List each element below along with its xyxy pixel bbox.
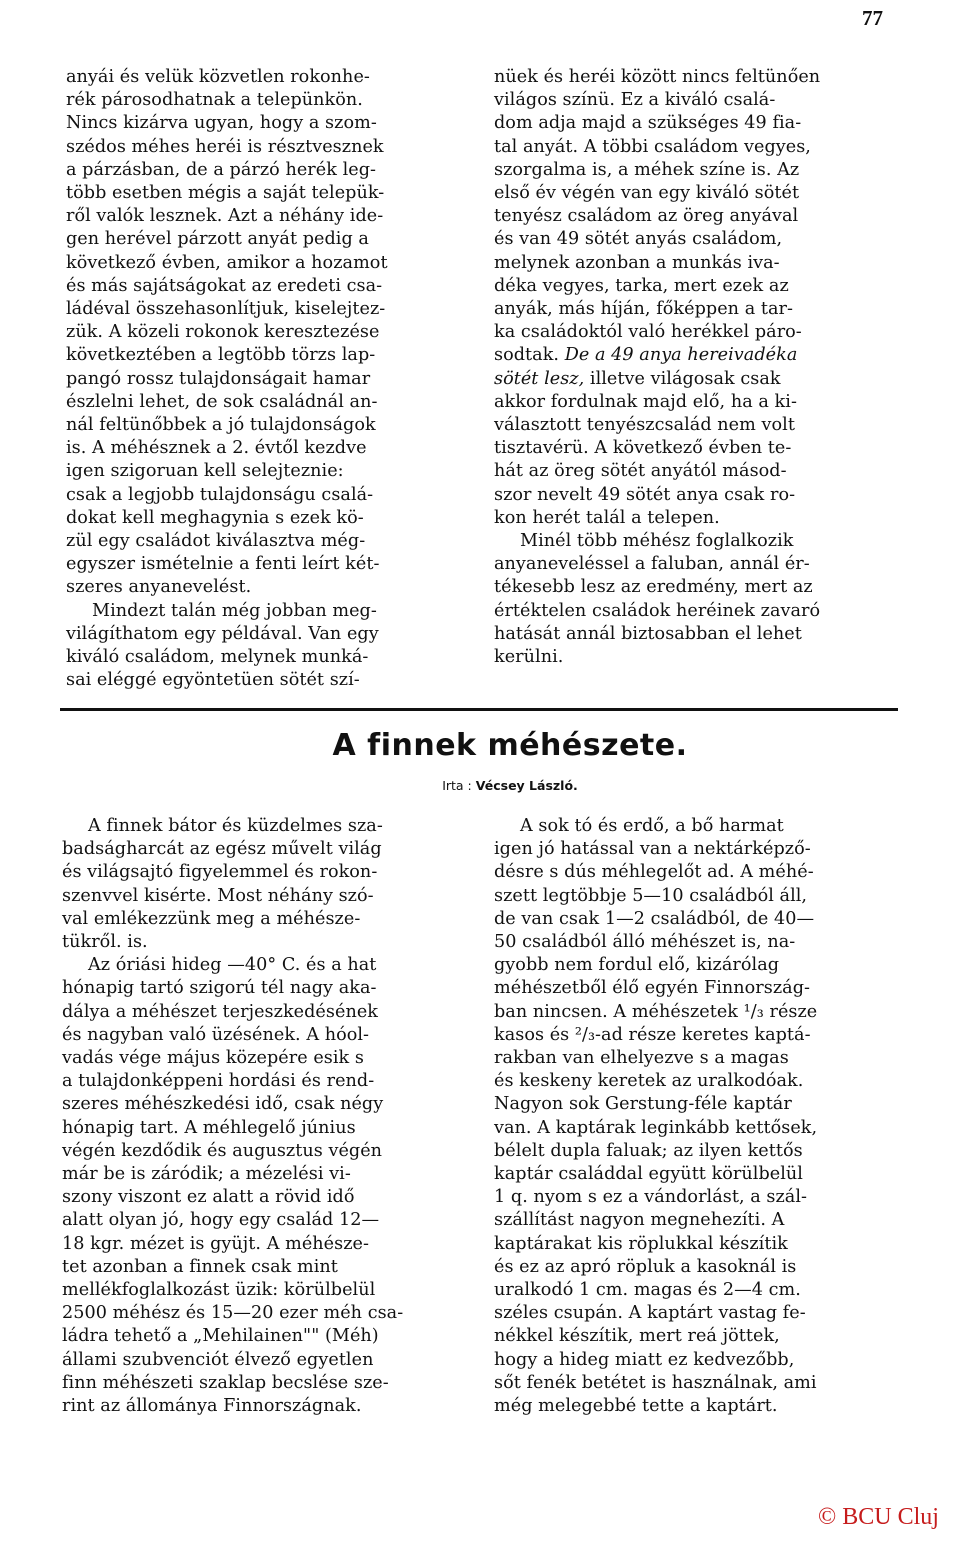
text-line: tükről. is.: [62, 932, 148, 953]
text-line: ládra tehető a „Mehilainen"" (Méh): [62, 1326, 379, 1347]
text-run: illetve világosak csak: [584, 368, 781, 389]
text-line: végén kezdődik és augusztus végén: [62, 1140, 383, 1161]
section-divider: [60, 708, 898, 711]
text-line: tisztavérü. A következő évben te-: [494, 438, 792, 459]
text-line: van. A kaptárak leginkább kettősek,: [494, 1117, 818, 1138]
italic-run: sötét lesz,: [494, 368, 585, 389]
text-line: több esetben mégis a saját telepük-: [66, 183, 385, 204]
text-line: szállítást nagyon megnehezíti. A: [494, 1210, 785, 1231]
text-line: rint az állománya Finnországnak.: [62, 1396, 362, 1417]
text-line: kasos és ²/₃-ad része keretes kaptá-: [494, 1024, 811, 1045]
text-line: badságharcát az egész művelt világ: [62, 839, 382, 860]
paragraph: [62, 815, 462, 954]
text-line: mellékfoglalkozást üzik: körülbelül: [62, 1280, 376, 1301]
text-line: gyobb nem fordul elő, kizárólag: [494, 955, 780, 976]
text-line: hogy a hideg miatt ez kedvezőbb,: [494, 1349, 795, 1370]
text-line: és más sajátságokat az eredeti csa-: [66, 275, 383, 296]
text-line: értéktelen családok heréinek zavaró: [494, 600, 821, 621]
text-line: uralkodó 1 cm. magas és 2—4 cm.: [494, 1280, 801, 1301]
text-line: szeres méhészkedési idő, csak négy: [62, 1094, 384, 1115]
text-line: 50 családból álló méhészet is, na-: [494, 932, 796, 953]
text-line: nékkel készítik, mert reá jöttek,: [494, 1326, 780, 1347]
text-line: és világsajtó figyelemmel és rokon-: [62, 862, 378, 883]
text-line: Minél több méhész foglalkozik: [520, 531, 794, 552]
paragraph: [66, 600, 462, 693]
top-right-column: [494, 66, 894, 669]
text-line: és ez az apró röpluk a kasoknál is: [494, 1256, 797, 1277]
text-line: 1 q. nyom s ez a vándorlást, a szál-: [494, 1187, 808, 1208]
italic-run: De a 49 anya hereivadéka: [564, 345, 798, 366]
text-line: csak a legjobb tulajdonságu csalá-: [66, 484, 374, 505]
text-line: első év végén van egy kiváló sötét: [494, 183, 800, 204]
text-line: állami szubvenciót élvező egyetlen: [62, 1349, 374, 1370]
text-line: szenvvel kisérte. Most néhány szó-: [62, 885, 374, 906]
text-line: Nagyon sok Gerstung-féle kaptár: [494, 1094, 792, 1115]
text-line: tal anyát. A többi családom vegyes,: [494, 136, 811, 157]
bottom-left-column: [62, 815, 462, 1418]
text-line: bélelt dupla faluak; az ilyen kettős: [494, 1140, 803, 1161]
text-line: A sok tó és erdő, a bő harmat: [520, 816, 784, 836]
text-line: a tulajdonképpeni hordási és rend-: [62, 1071, 375, 1092]
text-line: már be is záródik; a mézelési vi-: [62, 1164, 351, 1185]
text-line: következő évben, amikor a hozamot: [66, 252, 388, 273]
text-line: kaptár családdal együtt körülbelül: [494, 1164, 803, 1185]
text-line: méhészetből élő egyén Finnország-: [494, 978, 811, 999]
text-line: rék párosodhatnak a telepünkön.: [66, 90, 363, 111]
text-line: tékesebb lesz az eredmény, mert az: [494, 577, 813, 598]
text-line: tenyész családom az öreg anyával: [494, 206, 799, 227]
text-line: szor nevelt 49 sötét anya csak ro-: [494, 484, 796, 505]
text-line: anyái és velük közvetlen rokonhe-: [66, 67, 370, 87]
text-line: anyaneveléssel a faluban, annál ér-: [494, 554, 810, 575]
text-line: ban nincsen. A méhészetek ¹/₃ része: [494, 1001, 818, 1022]
text-line: 2500 méhész és 15—20 ezer méh csa-: [62, 1303, 404, 1324]
paragraph: [62, 954, 462, 1418]
byline-label: Irta :: [442, 778, 472, 793]
text-line: is. A méhésznek a 2. évtől kezdve: [66, 438, 367, 459]
text-line: igen jó hatással van a nektárképző-: [494, 839, 811, 860]
paragraph: [494, 530, 894, 669]
text-line: a párzásban, de a párzó herék leg-: [66, 159, 377, 180]
text-run: sodtak.: [494, 345, 565, 366]
text-line: szett legtöbbje 5—10 családból áll,: [494, 885, 808, 906]
text-line: finn méhészeti szaklap becslése sze-: [62, 1372, 389, 1393]
text-line: nál feltünőbbek a jó tulajdonságok: [66, 415, 376, 436]
text-line: kiváló családom, melynek munká-: [66, 647, 369, 668]
text-line: désre s dús méhlegelőt ad. A méhé-: [494, 862, 814, 883]
text-line: zük. A közeli rokonok keresztezése: [66, 322, 380, 343]
text-line: vadás vége május közepére esik s: [62, 1048, 364, 1069]
top-left-column: [66, 66, 462, 692]
text-line: kerülni.: [494, 647, 564, 668]
paragraph: [494, 66, 894, 530]
text-line: dokat kell meghagynia s ezek kö-: [66, 507, 364, 528]
text-line: hát az öreg sötét anyától másod-: [494, 461, 787, 482]
text-line: hatását annál biztosabban el lehet: [494, 623, 802, 644]
text-line: pangó rossz tulajdonságait hamar: [66, 368, 371, 389]
text-line: szony viszont ez alatt a rövid idő: [62, 1187, 355, 1208]
text-line: szeres anyanevelést.: [66, 577, 252, 598]
text-line: Mindezt talán még jobban meg-: [92, 600, 377, 621]
paragraph: [494, 815, 894, 1418]
text-line: anyák, más híján, főképpen a tar-: [494, 299, 793, 320]
text-line: világíthatom egy példával. Van egy: [66, 623, 379, 644]
text-line: de van csak 1—2 családból, de 40—: [494, 908, 815, 929]
text-line: dálya a méhészet terjeszkedésének: [62, 1001, 378, 1022]
paragraph: [66, 66, 462, 600]
text-line: egyszer ismételnie a fenti leírt két-: [66, 554, 380, 575]
text-line: kaptárakat kis röplukkal készítik: [494, 1233, 788, 1254]
text-line: déka vegyes, tarka, mert ezek az: [494, 275, 789, 296]
text-line: melynek azonban a munkás iva-: [494, 252, 780, 273]
text-line: [494, 368, 894, 391]
text-line: és nagyban való üzésének. A hóol-: [62, 1024, 370, 1045]
bottom-right-column: [494, 815, 894, 1418]
text-line: hónapig tart. A méhlegelő június: [62, 1117, 356, 1138]
byline: [30, 778, 960, 793]
text-line: dom adja majd a szükséges 49 fia-: [494, 113, 802, 134]
text-line: sőt fenék betétet is használnak, ami: [494, 1372, 817, 1393]
text-line: világos színü. Ez a kiváló csalá-: [494, 90, 776, 111]
text-line: széles csupán. A kaptárt vastag fe-: [494, 1303, 806, 1324]
text-line: ről valók lesznek. Azt a néhány ide-: [66, 206, 384, 227]
text-line: még melegebbé tette a kaptárt.: [494, 1396, 778, 1417]
text-line: Az óriási hideg —40° C. és a hat: [88, 955, 377, 976]
text-line: tet azonban a finnek csak mint: [62, 1256, 338, 1277]
text-line: val emlékezzünk meg a méhésze-: [62, 908, 361, 929]
text-line: ládéval összehasonlítjuk, kiselejtez-: [66, 299, 386, 320]
text-line: és keskeny keretek az uralkodóak.: [494, 1071, 804, 1092]
text-line: [494, 344, 894, 367]
text-line: alatt olyan jó, hogy egy család 12—: [62, 1210, 380, 1231]
text-line: ka családoktól való herékkel páro-: [494, 322, 802, 343]
text-line: szédos méhes heréi is résztvesznek: [66, 136, 384, 157]
text-line: észlelni lehet, de sok családnál an-: [66, 391, 378, 412]
text-line: Nincs kizárva ugyan, hogy a szom-: [66, 113, 377, 134]
text-line: hónapig tartó szigorú tél nagy aka-: [62, 978, 377, 999]
text-line: választott tenyészcsalád nem volt: [494, 415, 795, 436]
article-title: A finnek méhészete.: [332, 728, 688, 763]
text-line: A finnek bátor és küzdelmes sza-: [88, 816, 383, 836]
text-line: kon herét talál a telepen.: [494, 507, 720, 528]
byline-author: Vécsey László.: [475, 778, 578, 793]
text-line: nüek és heréi között nincs feltünően: [494, 67, 821, 87]
text-line: akkor fordulnak majd elő, ha a ki-: [494, 391, 797, 412]
text-line: igen szigoruan kell selejteznie:: [66, 461, 344, 482]
text-line: zül egy családot kiválasztva még-: [66, 531, 366, 552]
page-number: 77: [862, 6, 883, 30]
text-line: rakban van elhelyezve s a magas: [494, 1048, 789, 1069]
watermark: © BCU Cluj: [818, 1504, 939, 1530]
text-line: sai eléggé egyöntetüen sötét szí-: [66, 670, 360, 691]
text-line: következtében a legtöbb törzs lap-: [66, 345, 376, 366]
text-line: gen herével párzott anyát pedig a: [66, 229, 369, 250]
text-line: és van 49 sötét anyás családom,: [494, 229, 783, 250]
text-line: szorgalma is, a méhek színe is. Az: [494, 159, 800, 180]
text-line: 18 kgr. mézet is gyüjt. A méhésze-: [62, 1233, 369, 1254]
